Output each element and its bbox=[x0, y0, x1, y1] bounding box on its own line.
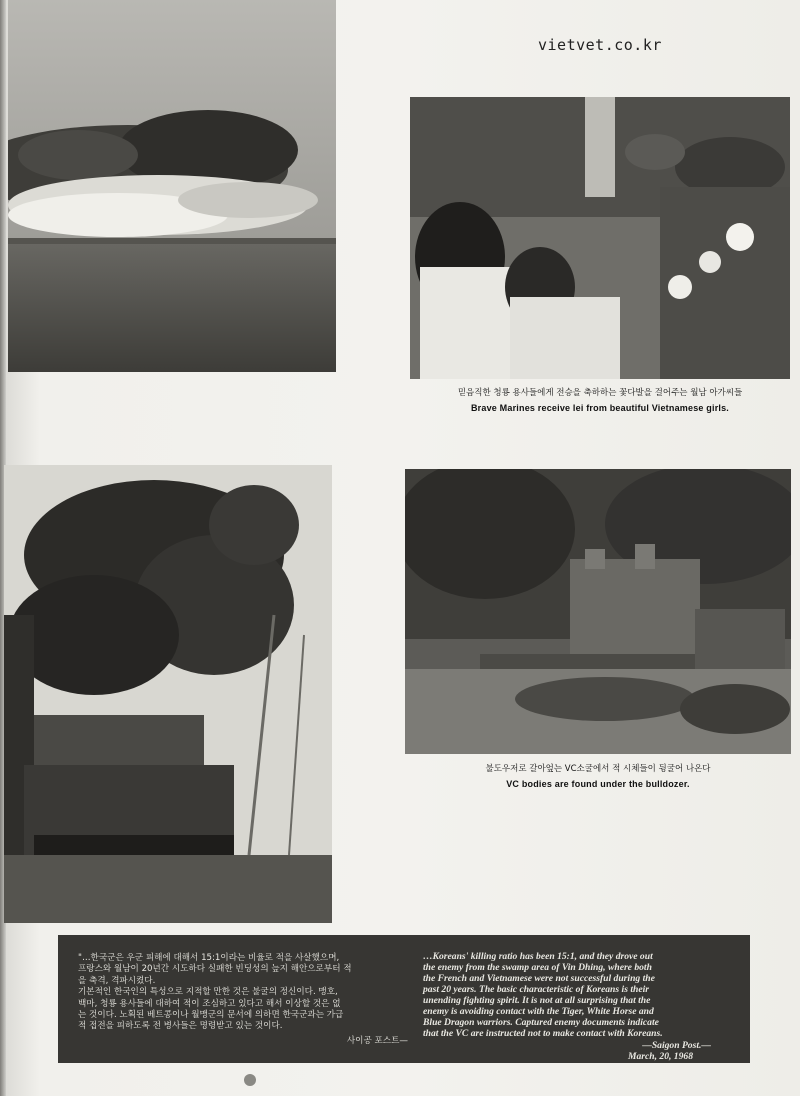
photo-bulldozer bbox=[405, 469, 791, 754]
quote-korean-line: 을 축격, 격파시켰다. bbox=[78, 975, 156, 986]
quote-english-line: unending fighting spirit. It is not at all surprising that the bbox=[423, 995, 651, 1006]
watermark-text: vietvet.co.kr bbox=[538, 36, 662, 54]
photo-tank-smoke bbox=[4, 465, 332, 923]
quote-english bbox=[423, 951, 741, 1062]
quote-korean-line: 적 접전을 피하도록 전 병사들은 명령받고 있는 것이다. bbox=[78, 1021, 283, 1032]
quote-korean-line: 는 것이다. 노획된 베트콩이나 월맹군의 문서에 의하면 한국군과는 가급 bbox=[78, 1010, 344, 1021]
caption-marines-lei-english: Brave Marines receive lei from beautiful Vietnamese girls. bbox=[470, 403, 730, 413]
quote-english-line: Blue Dragon warriors. Captured enemy documents indicate bbox=[423, 1017, 659, 1028]
quote-korean-line: "…한국군은 우군 피해에 대해서 15:1이라는 비율로 적을 사살했으며, bbox=[78, 953, 340, 963]
caption-bulldozer bbox=[400, 762, 796, 789]
quote-english-line: that the VC are instructed not to make contact with Koreans. bbox=[423, 1028, 663, 1039]
quote-english-source: —Saigon Post.— bbox=[642, 1040, 711, 1051]
caption-marines-lei-korean: 믿음직한 청룡 용사들에게 전승을 축하하는 꽃다발을 걸어주는 월남 아가씨들 bbox=[457, 388, 743, 398]
caption-bulldozer-english: VC bodies are found under the bulldozer. bbox=[506, 779, 690, 789]
quote-box bbox=[58, 935, 750, 1063]
quote-english-line: …Koreans' killing ratio has been 15:1, and they drove out bbox=[423, 951, 653, 962]
quote-korean-source: 사이공 포스트— bbox=[346, 1035, 408, 1046]
quote-english-line: the French and Vietnamese were not successful during the bbox=[423, 973, 655, 984]
quote-korean-line: 프랑스와 월남이 20년간 시도하다 실패한 빈딩성의 늪지 해안으로부터 적 bbox=[78, 964, 352, 975]
quote-korean bbox=[78, 953, 408, 1047]
quote-english-line: past 20 years. The basic characteristic of Koreans is their bbox=[423, 984, 649, 995]
caption-marines-lei bbox=[405, 386, 795, 413]
quote-korean-line: 백마, 청룡 용사들에 대하여 적이 조심하고 있다고 해서 이상할 것은 없 bbox=[78, 998, 341, 1009]
binder-hole bbox=[244, 1074, 256, 1086]
quote-english-line: the enemy from the swamp area of Vin Dhing, where both bbox=[423, 962, 652, 973]
quote-korean-line: 기본적인 한국인의 특성으로 지적할 만한 것은 불굴의 정신이다. 맹호, bbox=[78, 987, 338, 998]
photo-marines-lei bbox=[410, 97, 790, 379]
quote-english-date: March, 20, 1968 bbox=[627, 1051, 693, 1062]
caption-bulldozer-korean: 불도우저로 갈아엎는 VC소굴에서 적 시체들이 뒹굴어 나온다 bbox=[485, 764, 711, 774]
photo-flame-explosion bbox=[8, 0, 336, 372]
quote-english-line: enemy is avoiding contact with the Tiger, White Horse and bbox=[423, 1006, 654, 1017]
